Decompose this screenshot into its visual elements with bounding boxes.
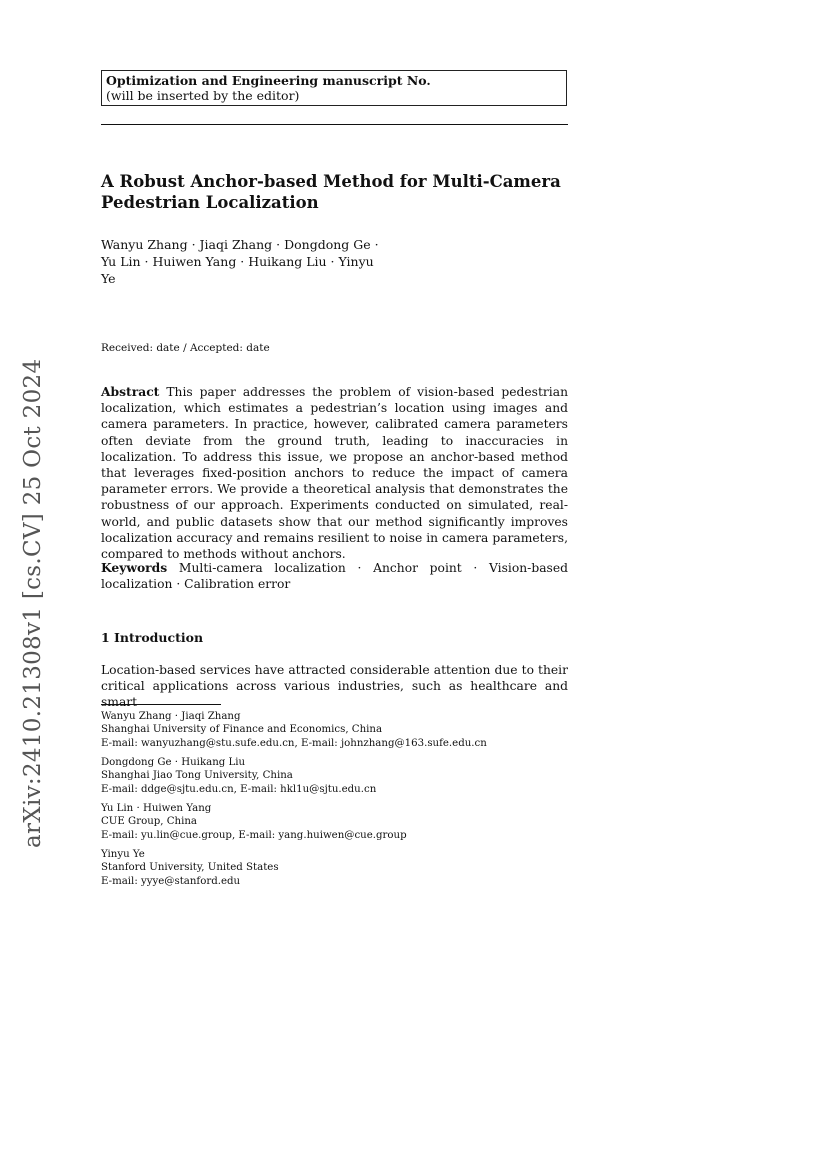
authors-line-2: Yu Lin · Huiwen Yang · Huikang Liu · Yinyu	[101, 254, 374, 269]
keywords-text: Multi-camera localization · Anchor point · Vision-based localization · Calibration error	[101, 561, 568, 592]
journal-name: Optimization and Engineering manuscript No.	[106, 73, 431, 88]
affiliation-institution: Shanghai University of Finance and Economics, China	[101, 724, 383, 736]
affiliation-names: Yinyu Ye	[101, 849, 145, 860]
section-heading-introduction: 1 Introduction	[101, 630, 204, 645]
manuscript-header-box	[101, 70, 567, 106]
author-list	[101, 236, 401, 287]
affiliation-email: E-mail: yyye@stanford.edu	[101, 875, 241, 887]
title-line-1: A Robust Anchor-based Method for Multi-Camera	[101, 172, 561, 191]
keywords	[101, 560, 568, 592]
affiliation-block	[101, 802, 571, 842]
affiliation-institution: CUE Group, China	[101, 816, 198, 828]
affiliation-institution: Stanford University, United States	[101, 862, 279, 874]
authors-line-1: Wanyu Zhang · Jiaqi Zhang · Dongdong Ge ·	[101, 237, 379, 252]
affiliation-names: Dongdong Ge · Huikang Liu	[101, 757, 246, 768]
affiliation-email: E-mail: yu.lin@cue.group, E-mail: yang.huiwen@cue.group	[101, 829, 407, 841]
authors-line-3: Ye	[101, 271, 116, 286]
arxiv-identifier-stamp: arXiv:2410.21308v1 [cs.CV] 25 Oct 2024	[20, 358, 46, 848]
header-rule	[101, 124, 568, 125]
title-line-2: Pedestrian Localization	[101, 193, 319, 212]
paper-title	[101, 171, 571, 213]
affiliation-names: Yu Lin · Huiwen Yang	[101, 803, 212, 814]
received-date: Received: date / Accepted: date	[101, 342, 270, 354]
abstract-text: This paper addresses the problem of vision-based pedestrian localization, which estimates a pedestrian’s location using images and camera parameters. In practice, however, calibrated camera parameters often deviate from the ground truth, leading to inaccuracies in localization. To address this issue, we propose an anchor-based method that leverages fixed-position anchors to reduce the impact of camera parameter errors. We provide a theoretical analysis that demonstrates the robustness of our approach. Experiments conducted on simulated, real-world, and public datasets show that our method significantly improves localization accuracy and remains resilient to noise in camera parameters, compared to methods without anchors.	[101, 385, 568, 562]
abstract	[101, 384, 568, 562]
affiliation-email: E-mail: wanyuzhang@stu.sufe.edu.cn, E-mail: johnzhang@163.sufe.edu.cn	[101, 737, 487, 749]
affiliation-block	[101, 710, 571, 750]
editor-note: (will be inserted by the editor)	[106, 88, 300, 103]
abstract-heading: Abstract	[101, 384, 160, 399]
affiliation-names: Wanyu Zhang · Jiaqi Zhang	[101, 711, 241, 722]
affiliation-email: E-mail: ddge@sjtu.edu.cn, E-mail: hkl1u@sjtu.edu.cn	[101, 783, 377, 795]
introduction-text: Location-based services have attracted considerable attention due to their critical applications across various industries, such as healthcare and smart	[101, 663, 568, 710]
affiliation-block	[101, 756, 571, 796]
keywords-heading: Keywords	[101, 560, 168, 575]
affiliation-institution: Shanghai Jiao Tong University, China	[101, 770, 293, 782]
affiliation-block	[101, 848, 571, 888]
footnote-rule	[101, 704, 221, 705]
